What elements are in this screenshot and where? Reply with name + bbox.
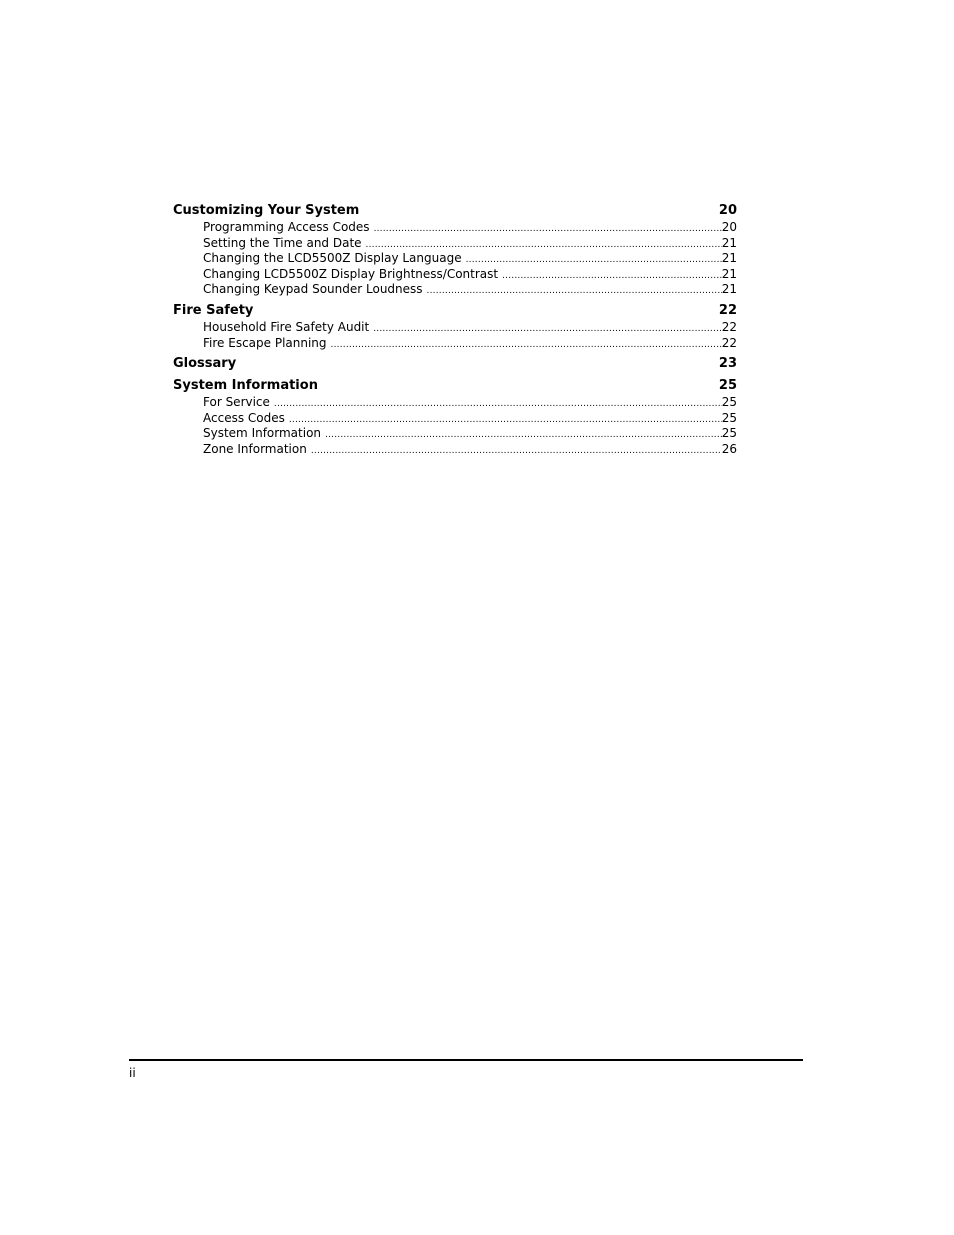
toc-entry[interactable] [203, 220, 737, 236]
entry-label: Changing Keypad Sounder Loudness [203, 282, 423, 297]
toc-entry[interactable] [203, 411, 737, 427]
entry-page: 21 [721, 251, 737, 266]
toc-section-customizing [173, 202, 737, 298]
dot-leader [466, 253, 722, 269]
dot-leader [427, 284, 722, 300]
toc-entry[interactable] [203, 336, 737, 352]
toc-entry[interactable] [203, 320, 737, 336]
entry-label: Fire Escape Planning [203, 335, 327, 350]
table-of-contents [173, 202, 737, 462]
toc-section-fire-safety [173, 302, 737, 351]
toc-section-glossary [173, 355, 737, 373]
dot-leader [502, 269, 722, 285]
entry-page: 26 [721, 441, 737, 456]
dot-leader [325, 428, 722, 444]
section-title: Fire Safety [173, 302, 254, 318]
toc-entry[interactable] [203, 395, 737, 411]
toc-entry[interactable] [203, 251, 737, 267]
entry-page: 25 [721, 395, 737, 410]
entry-label: Zone Information [203, 441, 307, 456]
section-page: 22 [718, 302, 737, 318]
section-title: Customizing Your System [173, 203, 360, 218]
entry-page: 22 [721, 335, 737, 350]
entry-page: 21 [721, 235, 737, 250]
entry-page: 25 [721, 410, 737, 425]
entry-page: 20 [721, 220, 737, 234]
entry-label: Programming Access Codes [203, 220, 370, 234]
toc-entry[interactable] [203, 442, 737, 458]
toc-section-heading[interactable] [173, 377, 737, 395]
entry-label: Setting the Time and Date [203, 235, 362, 250]
entry-page: 25 [721, 426, 737, 441]
entry-label: Changing the LCD5500Z Display Language [203, 251, 462, 266]
entry-label: Changing LCD5500Z Display Brightness/Contrast [203, 266, 499, 281]
section-page: 20 [718, 203, 737, 218]
dot-leader [274, 397, 722, 413]
toc-section-heading[interactable] [173, 355, 737, 373]
entry-label: System Information [203, 426, 322, 441]
section-page: 25 [718, 378, 737, 394]
entry-label: Household Fire Safety Audit [203, 319, 370, 334]
dot-leader [374, 222, 722, 238]
dot-leader [331, 338, 722, 354]
toc-entry[interactable] [203, 282, 737, 298]
toc-entry[interactable] [203, 267, 737, 283]
entry-label: Access Codes [203, 410, 285, 425]
section-title: System Information [173, 378, 318, 394]
section-page: 23 [718, 356, 737, 372]
dot-leader [311, 444, 722, 460]
entry-label: For Service [203, 395, 270, 410]
toc-entry[interactable] [203, 426, 737, 442]
entry-page: 21 [721, 282, 737, 297]
entry-page: 21 [721, 266, 737, 281]
page-number: ii [129, 1066, 136, 1080]
section-title: Glossary [173, 356, 237, 372]
toc-entry[interactable] [203, 236, 737, 252]
entry-page: 22 [721, 319, 737, 334]
toc-section-heading[interactable] [173, 202, 737, 220]
dot-leader [373, 322, 722, 338]
footer-rule [129, 1059, 803, 1061]
toc-section-heading[interactable] [173, 302, 737, 320]
dot-leader [289, 413, 722, 429]
toc-section-system-information [173, 377, 737, 457]
